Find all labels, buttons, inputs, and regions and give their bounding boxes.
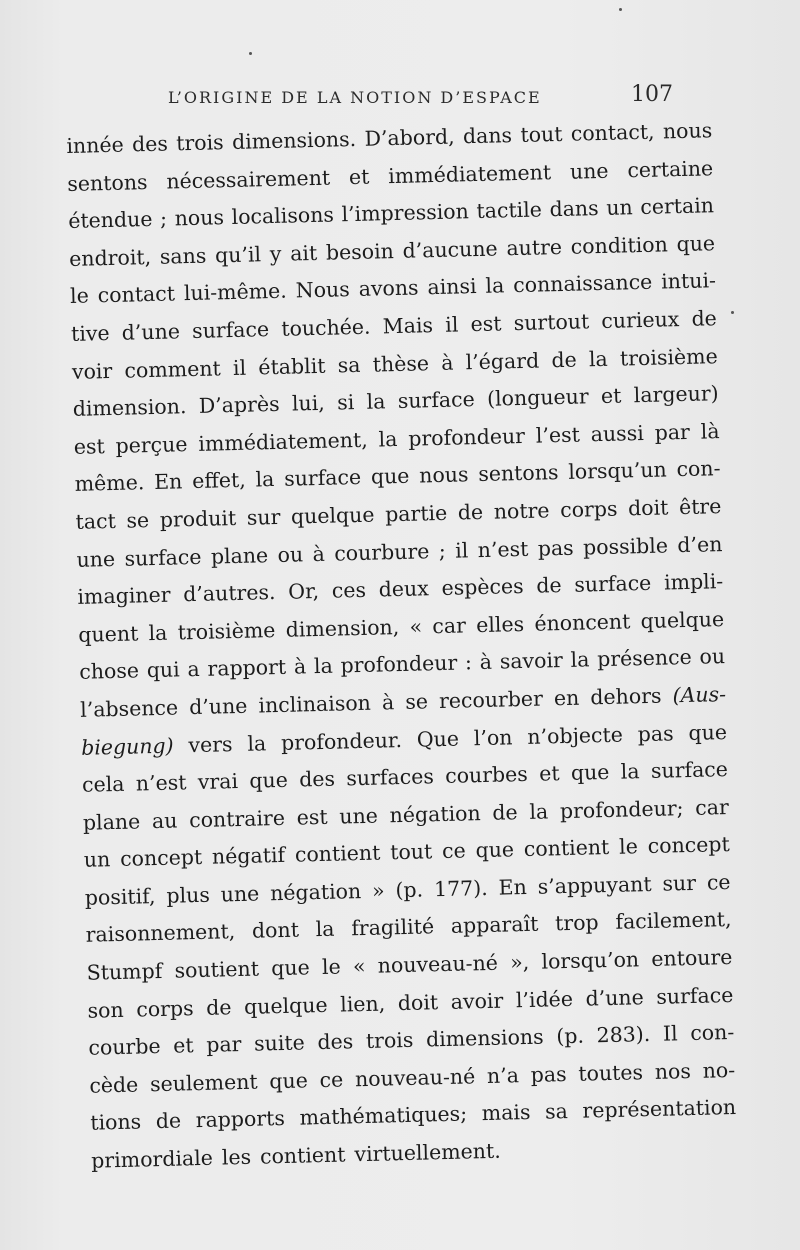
word: la <box>148 620 168 645</box>
word: avoir <box>450 988 504 1014</box>
word: et <box>600 383 622 409</box>
word: la <box>529 799 549 824</box>
word: qu’il <box>214 242 262 268</box>
word: innée <box>66 132 124 158</box>
word: tout <box>389 839 433 865</box>
word: profondeur <box>340 650 458 678</box>
word: d’une <box>121 319 181 345</box>
word: profondeur <box>408 423 526 451</box>
word: Stumpf <box>86 958 163 985</box>
word: espèces <box>441 574 524 601</box>
word: trois <box>365 1028 414 1054</box>
word: no- <box>702 1057 736 1083</box>
word: con- <box>676 456 721 482</box>
body-text <box>66 112 738 1180</box>
word: positif, <box>84 883 156 910</box>
word: plane <box>210 542 269 569</box>
word: n’est <box>135 770 187 796</box>
word: s’appuyant <box>537 871 652 899</box>
word: se <box>404 689 429 714</box>
speck <box>249 52 252 55</box>
word: il <box>232 355 247 380</box>
word: dimension, <box>285 614 400 642</box>
word: est <box>470 311 502 337</box>
word: produit <box>159 505 237 532</box>
word: de <box>536 573 562 598</box>
word: la <box>485 273 505 299</box>
word: en <box>553 685 580 711</box>
word: et <box>172 1033 194 1058</box>
word: sentons <box>478 460 559 487</box>
word: des <box>317 1029 354 1055</box>
word: courbure <box>333 538 430 566</box>
word: l’impression <box>341 199 470 227</box>
word: sa <box>337 352 361 377</box>
word: certain <box>640 193 715 220</box>
word: tive <box>70 320 110 346</box>
word: seulement <box>149 1069 258 1097</box>
word: surtout <box>513 309 590 336</box>
word: aussi <box>590 420 645 447</box>
word: endroit, <box>68 244 152 271</box>
word: par <box>205 1032 242 1058</box>
word: vrai <box>197 769 239 795</box>
word: autre <box>506 234 563 261</box>
word: corps <box>135 995 194 1022</box>
word: partie <box>384 500 448 527</box>
word: concept <box>119 845 203 872</box>
word: raisonnement, <box>85 919 236 948</box>
word: la <box>313 653 334 679</box>
word: courbes <box>444 762 529 789</box>
word: surface <box>283 465 362 492</box>
word: apparaît <box>450 912 539 939</box>
word: d’une <box>188 693 248 720</box>
word: localisons <box>231 202 335 230</box>
word: à <box>381 690 395 715</box>
word: contraire <box>188 805 286 832</box>
word: 177). <box>433 875 488 902</box>
word: la <box>570 647 590 673</box>
word: que <box>688 719 728 745</box>
word: une <box>220 881 260 907</box>
word: dehors <box>590 683 662 710</box>
word: contient <box>523 835 610 862</box>
word: un <box>605 195 633 221</box>
word: condition <box>570 232 669 259</box>
word: : <box>464 650 473 675</box>
word: si <box>336 390 355 415</box>
word: « <box>409 614 423 639</box>
word: possible <box>582 532 669 560</box>
word: tactile <box>476 197 543 224</box>
word: quelque <box>243 992 328 1019</box>
word: l’absence <box>79 695 179 722</box>
word: sa <box>544 1099 569 1125</box>
word: En <box>153 469 183 495</box>
word: négatif <box>211 843 286 869</box>
word: comment <box>124 355 222 383</box>
word: que <box>270 955 310 981</box>
word: quent <box>78 621 139 647</box>
word: lorsqu’un <box>567 457 668 485</box>
word: », <box>509 949 530 975</box>
word: (p. <box>395 877 424 903</box>
word: ce <box>706 869 731 895</box>
word: surface <box>650 757 729 783</box>
word: doit <box>627 495 669 521</box>
word: pas <box>637 720 674 746</box>
word: le <box>321 954 341 980</box>
word: de <box>691 306 718 331</box>
word: surface <box>574 570 652 597</box>
word: d’autres. <box>182 580 276 607</box>
word: lui, <box>291 390 326 416</box>
word: l’égard <box>465 348 540 374</box>
running-head: L’ORIGINE DE LA NOTION D’ESPACE <box>168 88 542 107</box>
word: notre <box>493 498 550 524</box>
word: là <box>700 418 720 444</box>
speck <box>731 311 734 314</box>
word: plane <box>82 809 141 835</box>
word: mais <box>481 1100 531 1126</box>
word: touchée. <box>280 314 371 341</box>
word: dimensions. <box>231 126 357 154</box>
word: une <box>339 803 379 829</box>
word: trop <box>554 910 599 936</box>
word: contact, <box>570 119 655 146</box>
word: suite <box>253 1030 306 1056</box>
word: sur <box>662 870 697 896</box>
word: » <box>371 878 385 903</box>
word: Or, <box>287 579 320 604</box>
word: intui- <box>660 268 717 294</box>
word: la <box>255 467 275 492</box>
word: que <box>475 837 515 863</box>
word: à <box>479 650 493 675</box>
word: contient <box>259 1142 346 1169</box>
word: car <box>432 613 467 638</box>
word: dans <box>549 196 599 222</box>
word: biegung) <box>80 733 174 760</box>
word: con- <box>689 1020 735 1046</box>
page-number: 107 <box>631 82 673 107</box>
word: étendue <box>67 207 153 234</box>
word: corps <box>559 496 618 522</box>
word: qui <box>146 657 180 683</box>
word: Nous <box>295 277 351 303</box>
word: énoncent <box>534 609 631 636</box>
word: courbe <box>88 1034 161 1060</box>
word: un <box>83 847 111 873</box>
word: négation <box>389 800 481 827</box>
word: négation <box>269 878 362 906</box>
word: ce <box>441 838 466 864</box>
word: profondeur; <box>559 795 684 823</box>
word: au <box>151 808 178 833</box>
word: voir <box>71 358 113 384</box>
word: surface <box>397 387 475 414</box>
word: sur <box>246 504 281 530</box>
word: lui-même. <box>183 279 288 306</box>
word: et <box>538 761 560 786</box>
word: une <box>569 158 609 184</box>
word: y <box>269 241 282 266</box>
word: à <box>312 541 326 566</box>
word: trois <box>175 130 224 156</box>
word: lien, <box>339 991 386 1017</box>
word: est <box>73 433 105 459</box>
word: nouveau-né <box>354 1064 476 1092</box>
word: cela <box>81 771 125 797</box>
word: la <box>378 426 398 452</box>
word: de <box>492 799 518 825</box>
word: deux <box>378 576 430 602</box>
word: que <box>370 464 410 489</box>
word: (longueur <box>486 384 589 411</box>
word: immédiatement <box>387 159 552 188</box>
word: ; <box>159 206 168 231</box>
word: par <box>654 419 691 445</box>
word: nouveau-né <box>377 950 499 978</box>
word: pas <box>530 1061 567 1087</box>
word: ou <box>277 541 304 567</box>
word: tact <box>75 508 117 534</box>
word: contact <box>97 281 176 308</box>
word: recourber <box>438 686 544 713</box>
word: établit <box>258 353 326 379</box>
word: (Aus- <box>672 681 727 708</box>
word: tions <box>90 1109 142 1136</box>
word: rapports <box>195 1106 286 1133</box>
word: de <box>551 347 577 372</box>
word: facilement, <box>615 907 732 935</box>
word: primordiale <box>90 1145 214 1173</box>
word: concept <box>647 832 730 859</box>
word: d’aucune <box>402 236 498 263</box>
word: dont <box>251 918 300 944</box>
word: inclinaison <box>258 690 372 718</box>
word: nos <box>654 1058 692 1084</box>
word: des <box>131 131 169 157</box>
word: le <box>618 834 639 859</box>
word: l’est <box>535 422 581 448</box>
word: elles <box>475 611 525 637</box>
word: plus <box>166 882 211 908</box>
word: savoir <box>499 648 564 674</box>
word: sans <box>159 243 207 269</box>
word: pas <box>537 535 574 561</box>
word: de <box>155 1108 182 1134</box>
word: Mais <box>382 313 434 339</box>
word: ces <box>331 577 367 603</box>
word: il <box>454 537 469 563</box>
word: ait <box>289 240 318 266</box>
word: n’objecte <box>527 722 624 749</box>
word: toutes <box>578 1060 644 1086</box>
word: surface <box>124 544 202 571</box>
word: des <box>298 766 336 792</box>
word: vers <box>188 731 233 757</box>
word: la <box>620 759 640 784</box>
word: de <box>205 994 232 1020</box>
word: car <box>694 794 730 820</box>
word: doit <box>397 989 439 1015</box>
word: d’en <box>677 531 723 557</box>
word: d’une <box>585 984 645 1011</box>
word: perçue <box>115 431 188 458</box>
word: a <box>187 657 200 682</box>
word: chose <box>79 658 140 685</box>
word: représentation <box>582 1095 737 1124</box>
word: sentons <box>67 169 148 196</box>
word: Il <box>662 1021 678 1046</box>
word: ou <box>699 644 726 669</box>
word: quelque <box>290 502 375 529</box>
word: curieux <box>601 307 680 333</box>
word: avons <box>358 275 419 302</box>
speck <box>619 8 622 11</box>
word: (p. <box>556 1023 585 1049</box>
word: thèse <box>372 350 430 377</box>
word: à <box>293 654 307 679</box>
word: dimension. <box>72 394 187 422</box>
word: surface <box>191 317 270 343</box>
word: Que <box>416 726 460 752</box>
word: D’après <box>198 392 280 418</box>
word: n’est <box>477 536 529 562</box>
word: fragilité <box>350 914 435 941</box>
word: imaginer <box>77 582 171 609</box>
word: être <box>678 494 722 520</box>
word: 283). <box>596 1022 651 1048</box>
word: largeur) <box>633 381 719 408</box>
word: une <box>76 546 116 572</box>
word: profondeur. <box>280 727 403 755</box>
word: la <box>366 389 386 414</box>
word: la <box>247 730 267 756</box>
word: que <box>676 230 716 256</box>
word: immédiatement, <box>198 427 368 456</box>
word: présence <box>596 645 692 672</box>
word: les <box>221 1144 252 1170</box>
word: mathématiques; <box>299 1101 468 1131</box>
word: impli- <box>663 569 724 595</box>
word: besoin <box>325 238 395 265</box>
word: et <box>348 164 370 189</box>
word: connaissance <box>512 270 653 298</box>
word: ainsi <box>427 274 477 300</box>
word: tout <box>520 121 563 147</box>
word: lorsqu’on <box>541 947 640 974</box>
word: l’idée <box>515 986 574 1012</box>
word: troisième <box>177 617 276 645</box>
word: En <box>498 874 528 900</box>
word: l’on <box>473 724 513 750</box>
word: D’abord, <box>364 124 455 151</box>
word: nécessairement <box>166 165 331 194</box>
word: surfaces <box>346 764 435 791</box>
word: se <box>126 508 150 533</box>
word: effet, <box>191 468 247 494</box>
word: n’a <box>486 1063 520 1088</box>
word: de <box>457 499 484 525</box>
word: il <box>444 312 459 337</box>
word: surface <box>656 982 734 1009</box>
word: le <box>69 283 90 309</box>
word: entoure <box>651 945 733 972</box>
word: son <box>87 997 124 1023</box>
word: nous <box>662 118 713 144</box>
word: quelque <box>640 606 725 633</box>
word: que <box>249 767 289 793</box>
word: nous <box>418 462 469 488</box>
word: virtuellement. <box>354 1138 501 1167</box>
word: rapport <box>207 655 287 682</box>
word: la <box>588 346 608 371</box>
word: nous <box>174 205 225 231</box>
word: ; <box>438 538 446 563</box>
word: soutient <box>174 956 260 983</box>
word: que <box>570 760 610 785</box>
word: ce <box>319 1067 344 1092</box>
word: troisième <box>619 343 718 371</box>
word: « <box>352 953 366 979</box>
word: est <box>296 804 328 830</box>
word: cède <box>89 1072 139 1098</box>
word: même. <box>74 470 145 497</box>
word: à <box>440 350 454 375</box>
word: contient <box>294 840 381 867</box>
word: que <box>269 1068 309 1094</box>
word: dimensions <box>425 1024 544 1052</box>
word: la <box>315 917 335 942</box>
word: dans <box>462 123 513 149</box>
word: certaine <box>627 155 714 182</box>
